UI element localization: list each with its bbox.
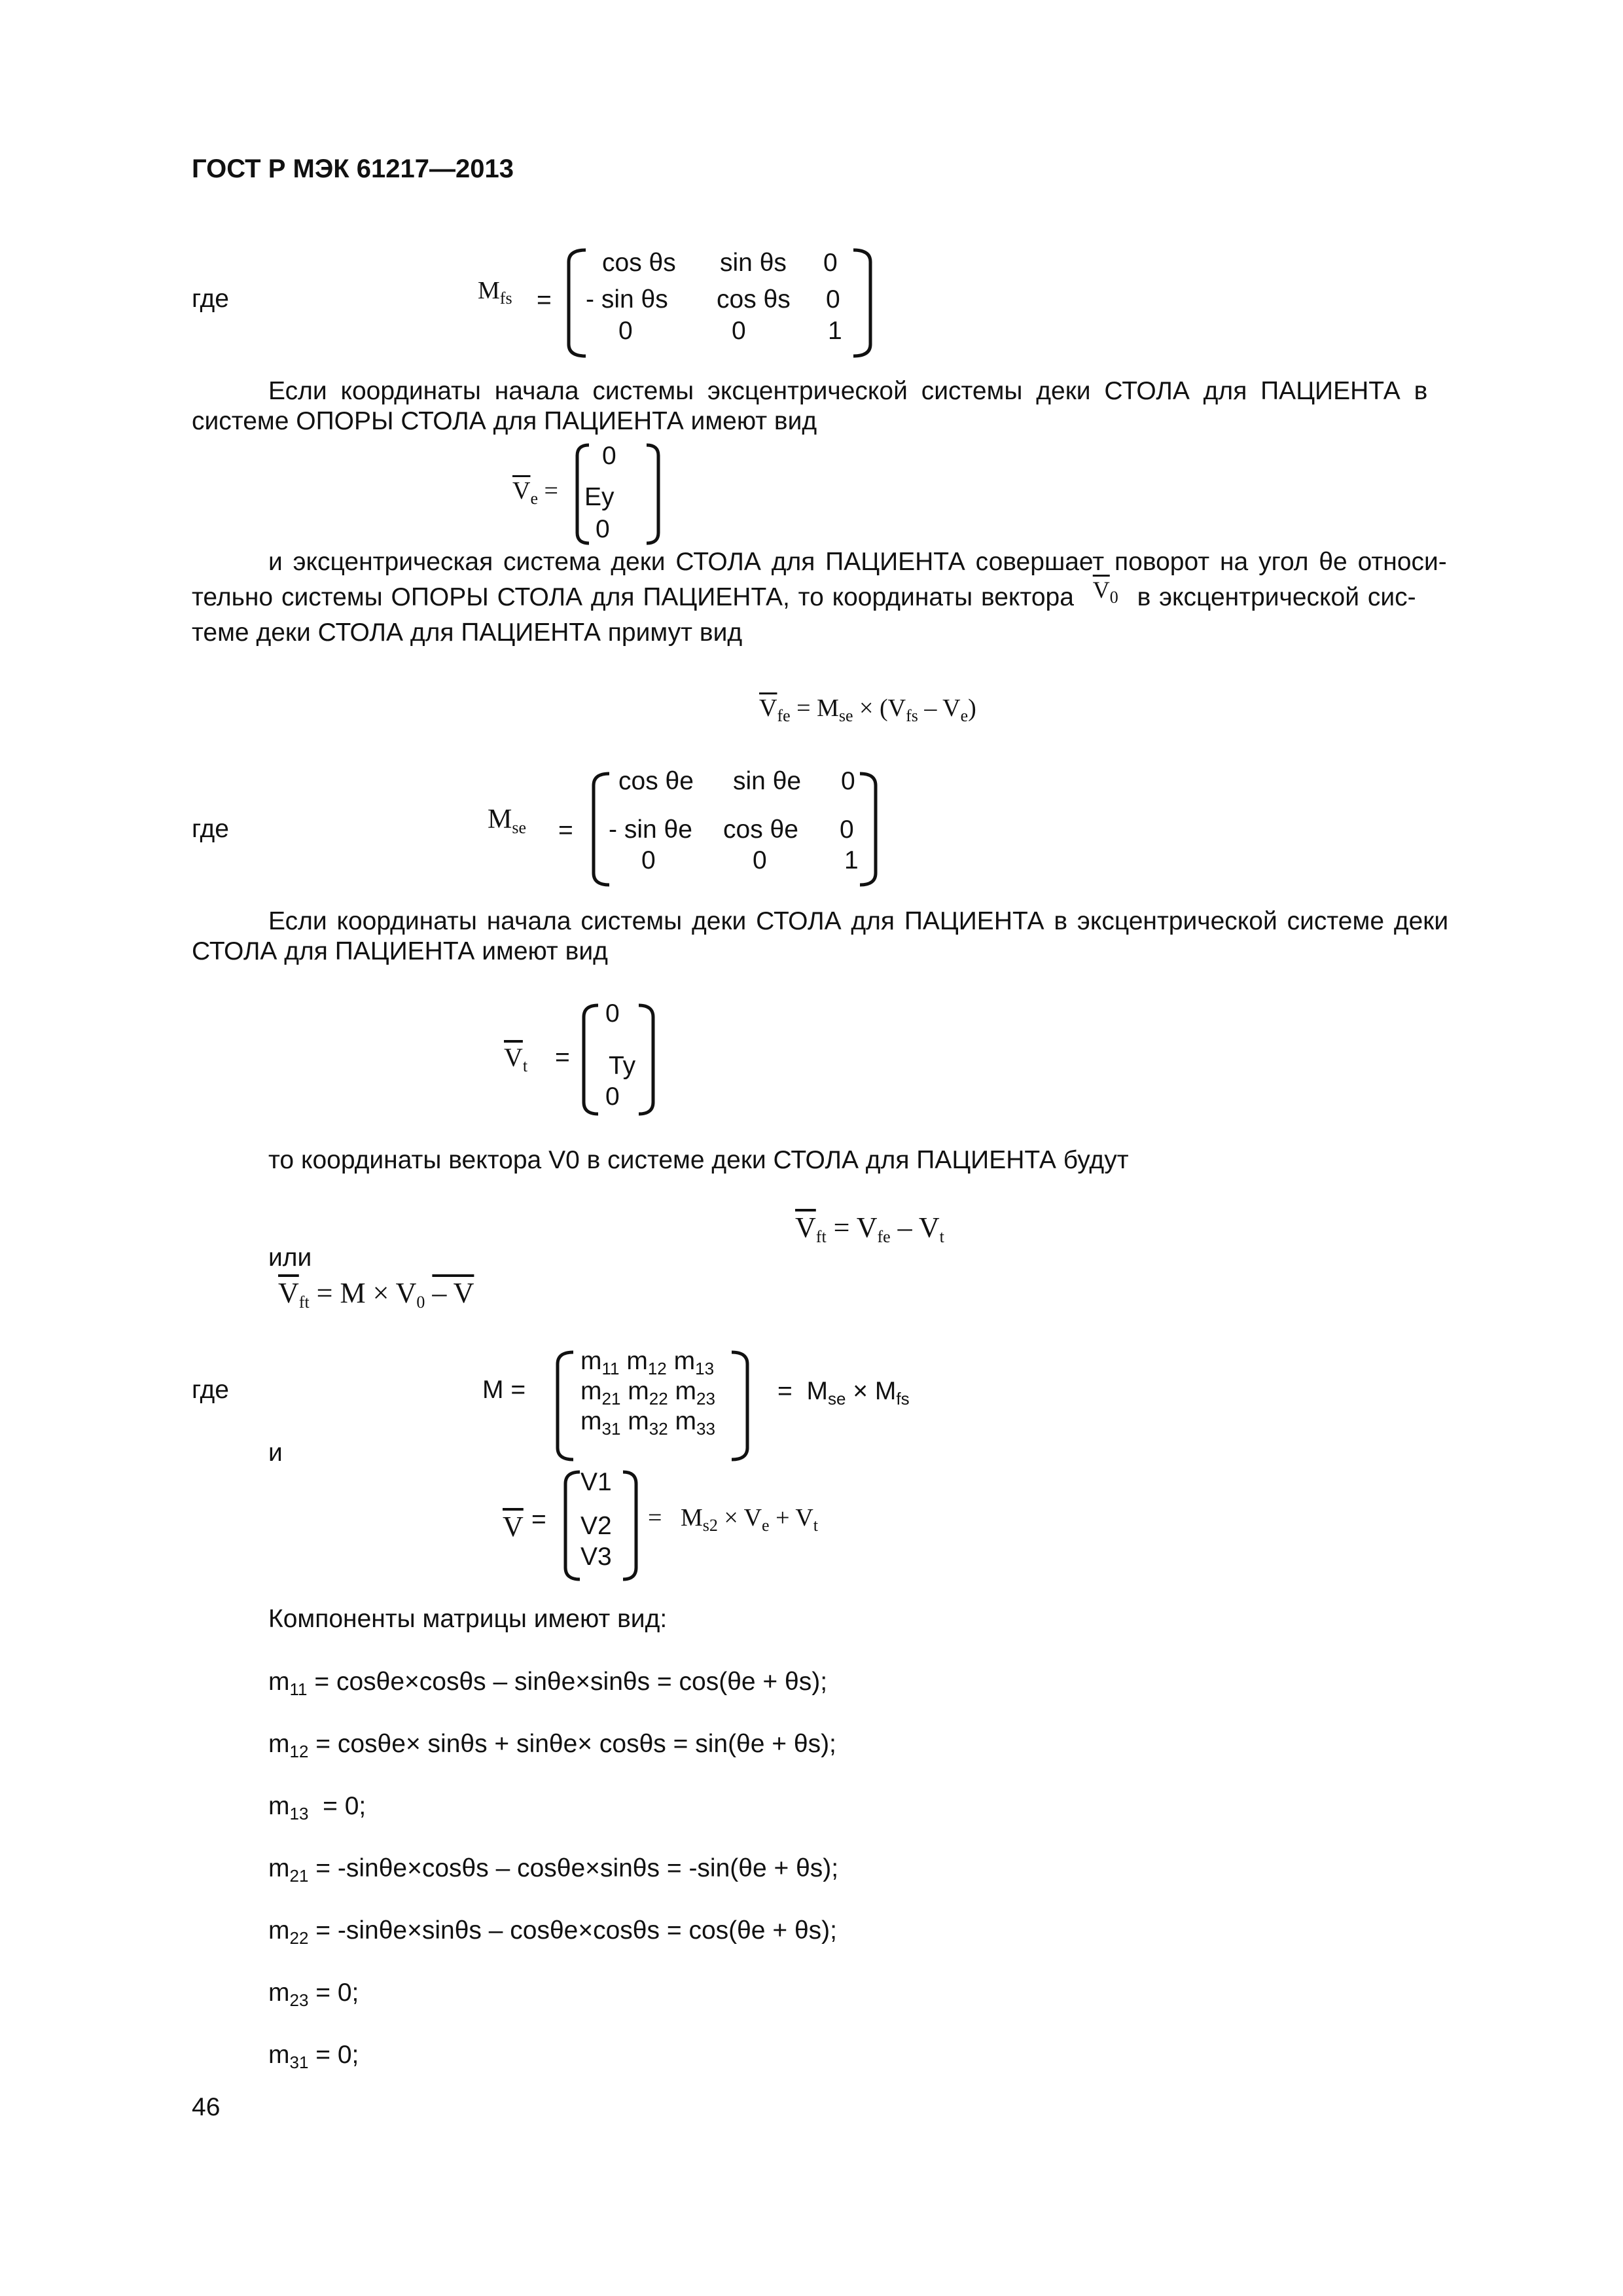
vector-ve-name: $\overline{V}_e$ = xyxy=(512,477,558,508)
vector-cell: V1 xyxy=(580,1468,612,1496)
paragraph: Если координаты начала системы деки СТОЛА для ПАЦИЕНТА в эксцентрической системе деки СТОЛА для ПАЦИЕНТА имеют вид xyxy=(192,907,1449,965)
document-header: ГОСТ Р МЭК 61217—2013 xyxy=(192,154,514,183)
label-gde: где xyxy=(192,285,229,313)
matrix-cell: cos θs xyxy=(717,285,791,314)
component-formula: $m_{21} = -\sin\theta e\times\cos\theta s - \cos\theta e\times\sin\theta s = -\sin(\theta e + \theta s)$; xyxy=(268,1854,839,1886)
matrix-m-rhs: = $M_{se} \times M_{fs}$ xyxy=(777,1377,910,1408)
paragraph: Если координаты начала системы эксцентрической системы деки СТОЛА для ПАЦИЕНТА в системе ОПОРЫ СТОЛА для ПАЦИЕНТА имеют вид xyxy=(192,377,1428,435)
matrix-cell: 0 xyxy=(840,816,854,844)
vector-cell: 0 xyxy=(602,442,616,470)
equals-sign: = xyxy=(537,286,552,314)
matrix-cell: sin θe xyxy=(733,767,802,795)
label-gde: где xyxy=(192,815,229,843)
vector-cell: 0 xyxy=(605,1083,620,1111)
right-bracket xyxy=(643,442,669,547)
matrix-cell: 0 xyxy=(732,317,746,345)
left-bracket xyxy=(575,1003,607,1121)
component-formula: $m_{11} = \cos\theta e\times\cos\theta s - \sin\theta e\times\sin\theta s = \cos(\theta e + \theta s)$; xyxy=(268,1668,828,1699)
matrix-cell: 0 xyxy=(641,846,656,874)
right-bracket xyxy=(856,771,889,889)
matrix-row: $m_{21}$ $m_{22}$ $m_{23}$ xyxy=(580,1377,715,1408)
matrix-cell: 0 xyxy=(841,767,855,795)
component-formula: $m_{22} = -\sin\theta e\times\sin\theta s - \cos\theta e\times\cos\theta s = \cos(\theta e + \theta s)$; xyxy=(268,1916,837,1948)
vector-cell: Ey xyxy=(584,483,615,511)
label-gde: где xyxy=(192,1376,229,1404)
left-bracket xyxy=(548,1350,581,1467)
matrix-cell: sin θs xyxy=(720,249,787,277)
vector-cell: V2 xyxy=(580,1512,612,1540)
matrix-mse-name: $M_{se}$ xyxy=(488,804,527,837)
equation-vfe: $\overline{V}_{fe} = M_{se} \times (V_{fs} - V_e)$ xyxy=(759,694,976,725)
matrix-cell: cos θs xyxy=(602,249,676,277)
equation-vft: $\overline{V}_{ft} = V_{fe} - V_t$ xyxy=(795,1211,944,1246)
vector-cell: Ty xyxy=(609,1052,636,1080)
matrix-cell: 0 xyxy=(823,249,838,277)
equals-sign: = xyxy=(531,1505,546,1534)
vector-v-name: $\overline{V}$ xyxy=(503,1511,524,1543)
matrix-cell: cos θe xyxy=(723,816,798,844)
vector-cell: 0 xyxy=(596,515,610,543)
matrix-cell: - sin θs xyxy=(586,285,668,314)
matrix-row: $m_{11}$ $m_{12}$ $m_{13}$ xyxy=(580,1347,715,1378)
equation-vft-alt: $\overline{V}_{ft} = M \times V_0 - V$ xyxy=(278,1277,474,1312)
component-formula: $m_{31} = 0$; xyxy=(268,2041,359,2072)
matrix-mfs-name: $M_{fs}$ xyxy=(478,277,512,308)
matrix-m-name: M = xyxy=(482,1376,526,1404)
components-title: Компоненты матрицы имеют вид: xyxy=(268,1605,668,1633)
component-formula: $m_{12} = \cos\theta e\times \sin\theta s + \sin\theta e\times \cos\theta s = \sin(\theta e + \theta s)$; xyxy=(268,1730,836,1761)
paragraph: и эксцентрическая система деки СТОЛА для ПАЦИЕНТА совершает поворот на угол θe относи- тельно системы ОПОРЫ СТОЛА для ПАЦИЕНТА, то координаты вектора $\overline{V}_0$ в эксцентрической сис- теме деки СТОЛА для ПАЦИЕНТА примут вид xyxy=(192,548,1447,647)
vector-cell: 0 xyxy=(605,999,620,1028)
equals-sign: = xyxy=(555,1043,570,1071)
vector-vt-name: $\overline{V}_t$ xyxy=(504,1043,528,1075)
matrix-cell: 0 xyxy=(618,317,633,345)
equals-sign: = xyxy=(558,816,573,844)
component-formula: $m_{23} = 0$; xyxy=(268,1979,359,2010)
matrix-row: $m_{31}$ $m_{32}$ $m_{33}$ xyxy=(580,1407,715,1439)
label-i: и xyxy=(268,1439,283,1467)
paragraph: то координаты вектора V0 в системе деки СТОЛА для ПАЦИЕНТА будут xyxy=(268,1146,1129,1174)
matrix-cell: 1 xyxy=(828,317,842,345)
vector-cell: V3 xyxy=(580,1543,612,1571)
right-bracket xyxy=(849,247,882,359)
matrix-cell: - sin θe xyxy=(609,816,692,844)
matrix-cell: 0 xyxy=(826,285,840,314)
matrix-cell: cos θe xyxy=(618,767,694,795)
component-formula: $m_{13} = 0$; xyxy=(268,1792,366,1823)
right-bracket xyxy=(635,1003,668,1121)
matrix-cell: 1 xyxy=(844,846,859,874)
label-ili: или xyxy=(268,1244,312,1272)
right-bracket xyxy=(728,1350,760,1467)
right-bracket xyxy=(619,1469,652,1587)
matrix-cell: 0 xyxy=(753,846,767,874)
page-number: 46 xyxy=(192,2093,221,2121)
vector-v-rhs: = $M_{s2} \times V_e + V_t$ xyxy=(648,1504,819,1535)
